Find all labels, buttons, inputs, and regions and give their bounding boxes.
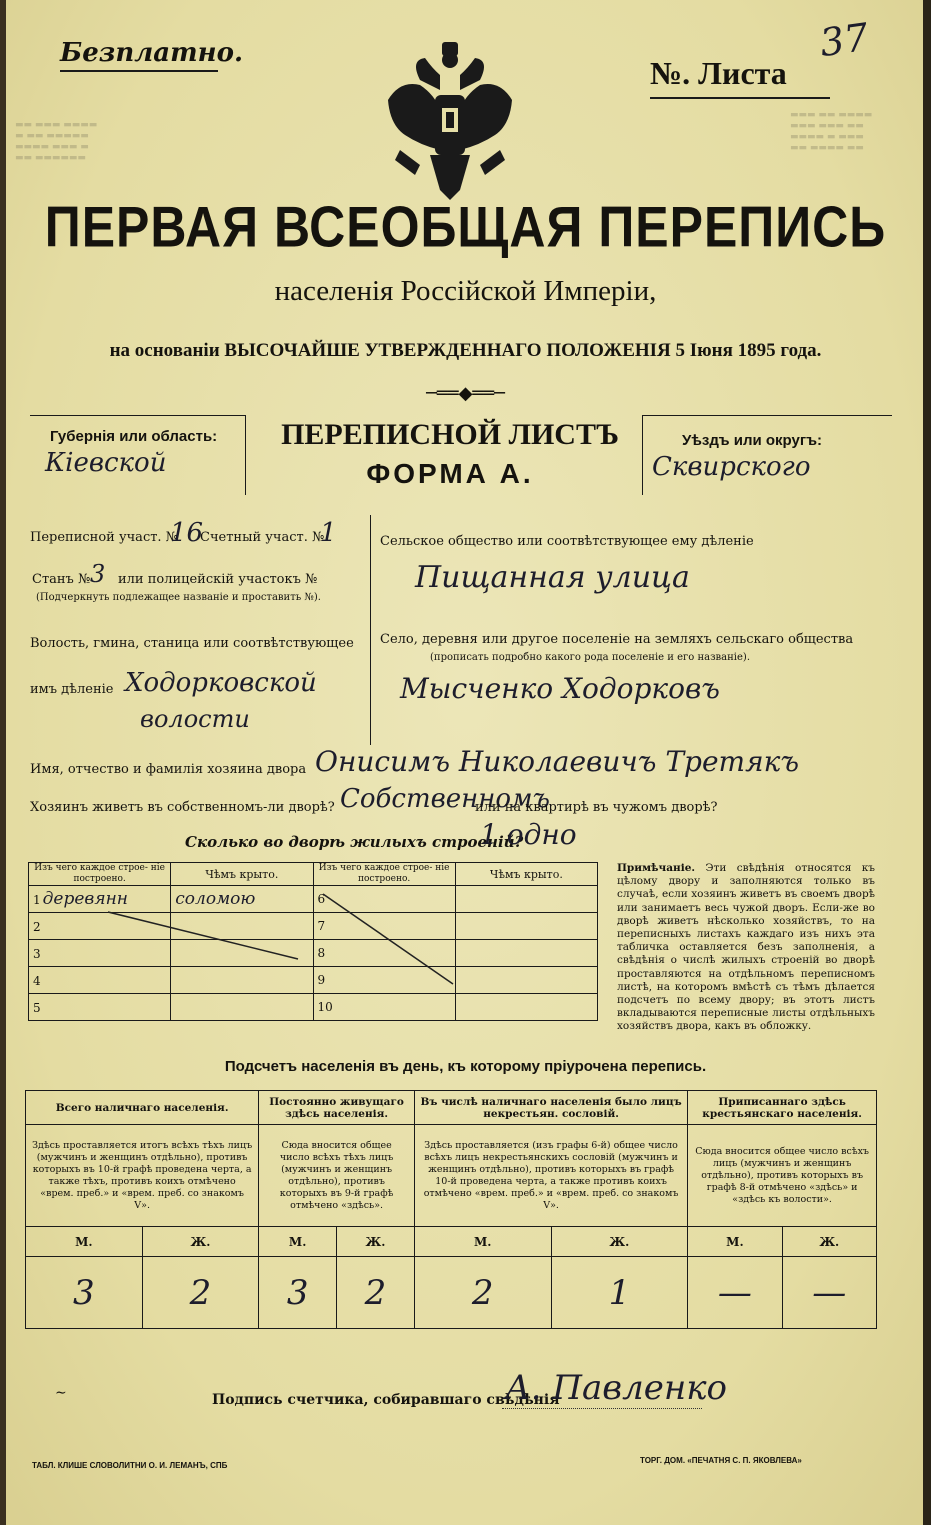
basis-line: на основаніи ВЫСОЧАЙШЕ УТВЕРЖДЕННАГО ПОЛОЖЕНІЯ 5 Іюня 1895 года.: [109, 340, 822, 361]
female-header: Ж.: [142, 1227, 259, 1257]
count-part-value: 1: [320, 518, 337, 548]
male-header: М.: [688, 1227, 782, 1257]
note-text: Эти свѣдѣнія относятся къ цѣлому двору и заполняются только въ случаѣ, если хозяинъ живетъ въ своемъ дворѣ или занимаетъ весь чужой дворъ. Если-же во дворѣ живетъ нѣсколько хозяйствъ, то на переписныхъ листахъ каждаго изъ нихъ эта табличка оставляется безъ заполненія, а свѣдѣнія о числѣ жилыхъ строеній во дворѣ проставляются на отдѣльномъ переписномъ листѣ, на которомъ вмѣстѣ съ тѣмъ дѣлается подсчетъ по всему двору; въ этотъ листъ вкладываются переписные листы отдѣльныхъ хозяйствъ двора, какъ въ обложку.: [617, 862, 875, 1033]
population-col-title: Приписаннаго здѣсь крестьянскаго населенія.: [688, 1091, 877, 1125]
row-number: 4: [33, 974, 41, 988]
population-value: —: [782, 1257, 876, 1329]
footer-right: ТОРГ. ДОМ. «ПЕЧАТНЯ С. П. ЯКОВЛЕВА»: [640, 1456, 802, 1465]
male-header: М.: [26, 1227, 143, 1257]
stan-value: 3: [90, 560, 106, 588]
stan-rest: или полицейскій участокъ №: [118, 572, 318, 587]
volost-value-2: волости: [140, 705, 250, 733]
gubernia-label: Губернія или область:: [50, 428, 218, 445]
count-heading: Подсчетъ населенія въ день, къ которому пріурочена перепись.: [224, 1058, 707, 1075]
buildings-strike-lines: [28, 884, 598, 1024]
double-headed-eagle-icon: [380, 40, 520, 205]
sig-mark: ∼: [55, 1385, 67, 1401]
female-header: Ж.: [337, 1227, 415, 1257]
material-value: деревянн: [42, 889, 128, 909]
free-label: Безплатно.: [60, 38, 243, 68]
population-col-desc: Здѣсь проставляется (изъ графы 6-й) общее число всѣхъ лицъ некрестьянскихъ сословій (мужчинъ и женщинъ отдѣльно), противъ которыхъ въ графѣ 10-й проведена черта, а также противъ коихъ отмѣчено «врем. преб.» и «врем. преб. со знакомъ V».: [414, 1125, 687, 1227]
column-divider: [370, 515, 371, 745]
bleed-through-left: ▬▬ ▬▬▬ ▬▬▬▬ ▬ ▬▬ ▬▬▬▬▬ ▬▬▬▬ ▬▬▬ ▬ ▬▬ ▬▬▬▬▬▬: [15, 120, 98, 163]
buildings-value: 1 одно: [480, 818, 577, 851]
row-number: 5: [33, 1001, 41, 1015]
note-title: Примѣчаніе.: [617, 862, 696, 874]
population-value: 1: [551, 1257, 688, 1329]
bleed-through-right: ▬▬▬ ▬▬ ▬▬▬▬ ▬▬▬ ▬▬▬ ▬▬ ▬▬▬▬ ▬ ▬▬▬ ▬▬ ▬▬▬▬ ▬▬: [790, 110, 873, 153]
population-col-title: Въ числѣ наличнаго населенія было лицъ некрестьян. сословій.: [414, 1091, 687, 1125]
signature-line: [502, 1408, 702, 1409]
buildings-col-material: Изъ чего каждое строе- ніе построено.: [29, 863, 171, 886]
female-header: Ж.: [551, 1227, 688, 1257]
female-header: Ж.: [782, 1227, 876, 1257]
male-header: М.: [414, 1227, 551, 1257]
note-block: [617, 862, 875, 1034]
volost-label-2: имъ дѣленіе: [30, 682, 114, 697]
buildings-col-roof: Чѣмъ крыто.: [171, 863, 313, 886]
population-col-title: Постоянно живущаго здѣсь населенія.: [259, 1091, 415, 1125]
census-part-value: 16: [170, 518, 204, 548]
main-title: ПЕРВАЯ ВСЕОБЩАЯ ПЕРЕПИСЬ: [44, 194, 887, 260]
society-label: Сельское общество или соотвѣтствующее ему дѣленіе: [380, 534, 754, 549]
population-table: [25, 1090, 877, 1329]
population-col-title: Всего наличнаго населенія.: [26, 1091, 259, 1125]
volost-value: Ходорковской: [125, 668, 317, 698]
population-value: 3: [259, 1257, 337, 1329]
volost-label: Волость, гмина, станица или соотвѣтствующее: [30, 636, 354, 651]
census-part-label: Переписной участ. №: [30, 530, 178, 545]
population-value: 2: [142, 1257, 259, 1329]
count-part-label: Счетный участ. №: [200, 530, 325, 545]
building-roof-text: соломою: [175, 889, 256, 909]
sheet-number-label: №. Листа: [650, 55, 787, 91]
uezd-label: Уѣздъ или округъ:: [682, 432, 823, 449]
sheet-number-value: 37: [817, 14, 872, 66]
population-col-desc: Сюда вносится общее число всѣхъ тѣхъ лицъ (мужчинъ и женщинъ отдѣльно), противъ которыхъ въ 9-й графѣ отмѣчено «здѣсь».: [259, 1125, 415, 1227]
owner-lives-label: Хозяинъ живетъ въ собственномъ-ли дворѣ?: [30, 800, 335, 815]
village-value: Мысченко Ходорковъ: [400, 672, 720, 705]
stan-note: (Подчеркнуть подлежащее названіе и проставить №).: [36, 592, 321, 603]
footer-left: ТАБЛ. КЛИШЕ СЛОВОЛИТНИ О. И. ЛЕМАНЪ, СПБ: [32, 1461, 228, 1470]
row-number: 1: [33, 893, 41, 907]
ornament-divider: ─══◆══─: [426, 383, 505, 404]
population-value: 3: [26, 1257, 143, 1329]
form-subtitle: ФОРМА А.: [366, 458, 534, 489]
owner-name-value: Онисимъ Николаевичъ Третякъ: [315, 745, 799, 778]
male-header: М.: [259, 1227, 337, 1257]
building-number-right-text: 7: [317, 919, 326, 933]
building-number-right-text: 10: [317, 1000, 333, 1014]
buildings-col-material-2: Изъ чего каждое строе- ніе построено.: [313, 863, 455, 886]
sheet-number-underline: [650, 97, 830, 99]
gubernia-value: Кіевской: [45, 448, 167, 478]
village-note: (прописать подробно какого рода поселеніе и его названіе).: [430, 652, 750, 663]
stan-label: Станъ №: [32, 572, 91, 587]
society-value: Пищанная улица: [415, 560, 690, 595]
gubernia-box-top: [30, 415, 245, 416]
uezd-value: Сквирского: [652, 452, 811, 482]
owner-name-label: Имя, отчество и фамилія хозяина двора: [30, 762, 307, 777]
signature-label: Подпись счетчика, собиравшаго свѣдѣнія: [212, 1392, 560, 1408]
buildings-label: Сколько во дворѣ жилыхъ строеній?: [185, 833, 524, 851]
population-value: —: [688, 1257, 782, 1329]
signature-value: А. Павленко: [505, 1368, 728, 1408]
free-underline: [60, 70, 218, 72]
population-col-desc: Сюда вносится общее число всѣхъ лицъ (мужчинъ и женщинъ отдѣльно), противъ которыхъ въ графѣ 8-й отмѣчено «здѣсь» и «здѣсь къ волости».: [688, 1125, 877, 1227]
uezd-box-top: [642, 415, 892, 416]
form-title: ПЕРЕПИСНОЙ ЛИСТЪ: [281, 418, 619, 451]
uezd-box-left: [642, 415, 643, 495]
village-label: Село, деревня или другое поселеніе на земляхъ сельскаго общества: [380, 632, 854, 647]
building-number-right-text: 8: [317, 946, 326, 960]
population-value: 2: [337, 1257, 415, 1329]
owner-lives-rest: или на квартирѣ въ чужомъ дворѣ?: [475, 800, 718, 815]
population-value: 2: [414, 1257, 551, 1329]
gubernia-box-right: [245, 415, 246, 495]
row-number: 3: [33, 947, 41, 961]
row-number: 2: [33, 920, 41, 934]
owner-lives-value: Собственномъ: [340, 784, 550, 814]
buildings-col-roof-2: Чѣмъ крыто.: [455, 863, 597, 886]
building-number-right-text: 6: [317, 892, 326, 906]
population-col-desc: Здѣсь проставляется итогъ всѣхъ тѣхъ лицъ (мужчинъ и женщинъ отдѣльно), противъ которыхъ въ 10-й графѣ проведена черта, а также тѣхъ, противъ коихъ отмѣчено «врем. преб.» и «врем. преб. со знакомъ V».: [26, 1125, 259, 1227]
building-number-right-text: 9: [317, 973, 326, 987]
subtitle: населенія Россійской Имперіи,: [274, 275, 657, 307]
